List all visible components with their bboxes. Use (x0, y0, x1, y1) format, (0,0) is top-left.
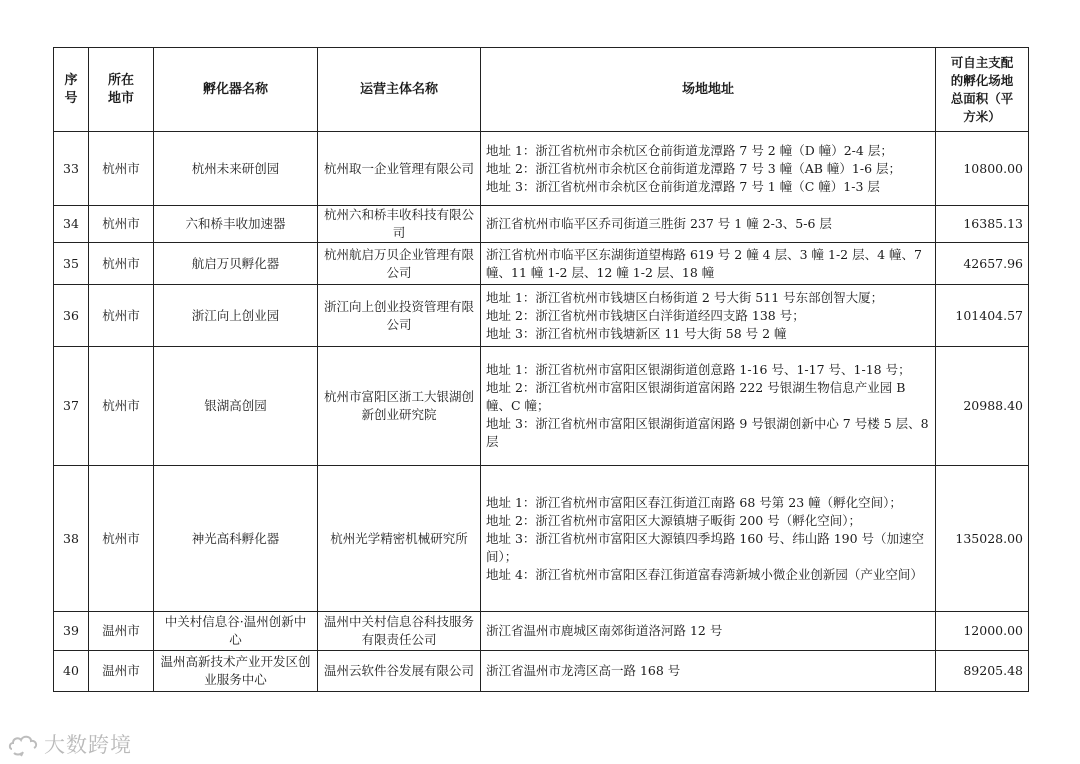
cell-operator: 杭州光学精密机械研究所 (318, 466, 481, 612)
cell-seq: 36 (54, 285, 89, 347)
table-body (54, 132, 1029, 692)
cell-name: 浙江向上创业园 (154, 285, 318, 347)
address-line: 浙江省杭州市临平区东湖街道望梅路 619 号 2 幢 4 层、3 幢 1-2 层、4 幢、7 幢、11 幢 1-2 层、12 幢 1-2 层、18 幢 (486, 246, 922, 280)
cell-address (481, 132, 936, 206)
watermark-text: 大数跨境 (44, 733, 132, 757)
address-line: 浙江省杭州市临平区乔司街道三胜街 237 号 1 幢 2-3、5-6 层 (486, 216, 832, 231)
cell-area: 12000.00 (936, 612, 1029, 651)
cell-address (481, 466, 936, 612)
cell-address (481, 347, 936, 466)
cell-seq: 40 (54, 651, 89, 692)
cell-name: 温州高新技术产业开发区创业服务中心 (154, 651, 318, 692)
cell-name: 银湖高创园 (154, 347, 318, 466)
cell-city: 温州市 (89, 651, 154, 692)
cell-name: 六和桥丰收加速器 (154, 206, 318, 243)
cloud-logo-icon (8, 731, 42, 757)
cell-operator: 杭州市富阳区浙工大银湖创新创业研究院 (318, 347, 481, 466)
cell-operator: 温州中关村信息谷科技服务有限责任公司 (318, 612, 481, 651)
table-row (54, 285, 1029, 347)
cell-area: 16385.13 (936, 206, 1029, 243)
table-row (54, 347, 1029, 466)
cell-name: 杭州未来研创园 (154, 132, 318, 206)
table-row (54, 132, 1029, 206)
address-line: 地址 1：浙江省杭州市富阳区银湖街道创意路 1-16 号、1-17 号、1-18 号； (486, 362, 911, 377)
cell-name: 神光高科孵化器 (154, 466, 318, 612)
cell-city: 杭州市 (89, 243, 154, 285)
address-line: 地址 1：浙江省杭州市余杭区仓前街道龙潭路 7 号 2 幢（D 幢）2-4 层； (486, 142, 893, 158)
address-line: 地址 1：浙江省杭州市钱塘区白杨街道 2 号大街 511 号东部创智大厦； (486, 289, 884, 305)
header-area: 可自主支配的孵化场地总面积（平方米） (936, 48, 1029, 132)
cell-name: 航启万贝孵化器 (154, 243, 318, 285)
address-line: 地址 2：浙江省杭州市富阳区大源镇塘子畈街 200 号（孵化空间）； (486, 512, 861, 528)
cell-seq: 34 (54, 206, 89, 243)
cell-city: 温州市 (89, 612, 154, 651)
cell-operator: 杭州六和桥丰收科技有限公司 (318, 206, 481, 243)
cell-operator: 杭州取一企业管理有限公司 (318, 132, 481, 206)
table-row (54, 651, 1029, 692)
cell-city: 杭州市 (89, 466, 154, 612)
cell-area: 89205.48 (936, 651, 1029, 692)
address-line: 浙江省温州市鹿城区南郊街道洛河路 12 号 (486, 623, 723, 638)
cell-address (481, 243, 936, 285)
header-name: 孵化器名称 (154, 48, 318, 132)
cell-address (481, 612, 936, 651)
cell-city: 杭州市 (89, 132, 154, 206)
cell-city: 杭州市 (89, 285, 154, 347)
address-line: 地址 3：浙江省杭州市富阳区银湖街道富闲路 9 号银湖创新中心 7 号楼 5 层、8 层 (486, 416, 929, 449)
address-line: 浙江省温州市龙湾区高一路 168 号 (486, 663, 681, 678)
header-seq: 序号 (54, 48, 89, 132)
address-line: 地址 2：浙江省杭州市钱塘区白洋街道经四支路 138 号； (486, 307, 805, 323)
cell-area: 135028.00 (936, 466, 1029, 612)
cell-seq: 38 (54, 466, 89, 612)
header-operator: 运营主体名称 (318, 48, 481, 132)
incubator-table (53, 47, 1029, 692)
header-city: 所在地市 (89, 48, 154, 132)
watermark (8, 729, 132, 759)
cell-operator: 杭州航启万贝企业管理有限公司 (318, 243, 481, 285)
cell-operator: 浙江向上创业投资管理有限公司 (318, 285, 481, 347)
cell-operator: 温州云软件谷发展有限公司 (318, 651, 481, 692)
cell-seq: 33 (54, 132, 89, 206)
cell-address (481, 285, 936, 347)
cell-area: 42657.96 (936, 243, 1029, 285)
table-row (54, 466, 1029, 612)
cell-address (481, 651, 936, 692)
address-line: 地址 3：浙江省杭州市余杭区仓前街道龙潭路 7 号 1 幢（C 幢）1-3 层 (486, 178, 880, 194)
cell-name: 中关村信息谷·温州创新中心 (154, 612, 318, 651)
address-line: 地址 1：浙江省杭州市富阳区春江街道江南路 68 号第 23 幢（孵化空间）； (486, 494, 902, 510)
cell-seq: 35 (54, 243, 89, 285)
address-line: 地址 2：浙江省杭州市富阳区银湖街道富闲路 222 号银湖生物信息产业园 B 幢、C 幢； (486, 380, 906, 413)
table-row (54, 243, 1029, 285)
cell-area: 101404.57 (936, 285, 1029, 347)
cell-city: 杭州市 (89, 206, 154, 243)
header-address: 场地地址 (481, 48, 936, 132)
table-row (54, 612, 1029, 651)
cell-seq: 37 (54, 347, 89, 466)
cell-area: 20988.40 (936, 347, 1029, 466)
address-line: 地址 2：浙江省杭州市余杭区仓前街道龙潭路 7 号 3 幢（AB 幢）1-6 层； (486, 160, 902, 176)
cell-address (481, 206, 936, 243)
cell-seq: 39 (54, 612, 89, 651)
cell-city: 杭州市 (89, 347, 154, 466)
table-row (54, 206, 1029, 243)
address-line: 地址 4：浙江省杭州市富阳区春江街道富春湾新城小微企业创新园（产业空间） (486, 566, 923, 582)
address-line: 地址 3：浙江省杭州市钱塘新区 11 号大街 58 号 2 幢 (486, 325, 787, 341)
cell-area: 10800.00 (936, 132, 1029, 206)
header-row (54, 48, 1029, 132)
address-line: 地址 3：浙江省杭州市富阳区大源镇四季坞路 160 号、纬山路 190 号（加速空间）； (486, 530, 925, 564)
